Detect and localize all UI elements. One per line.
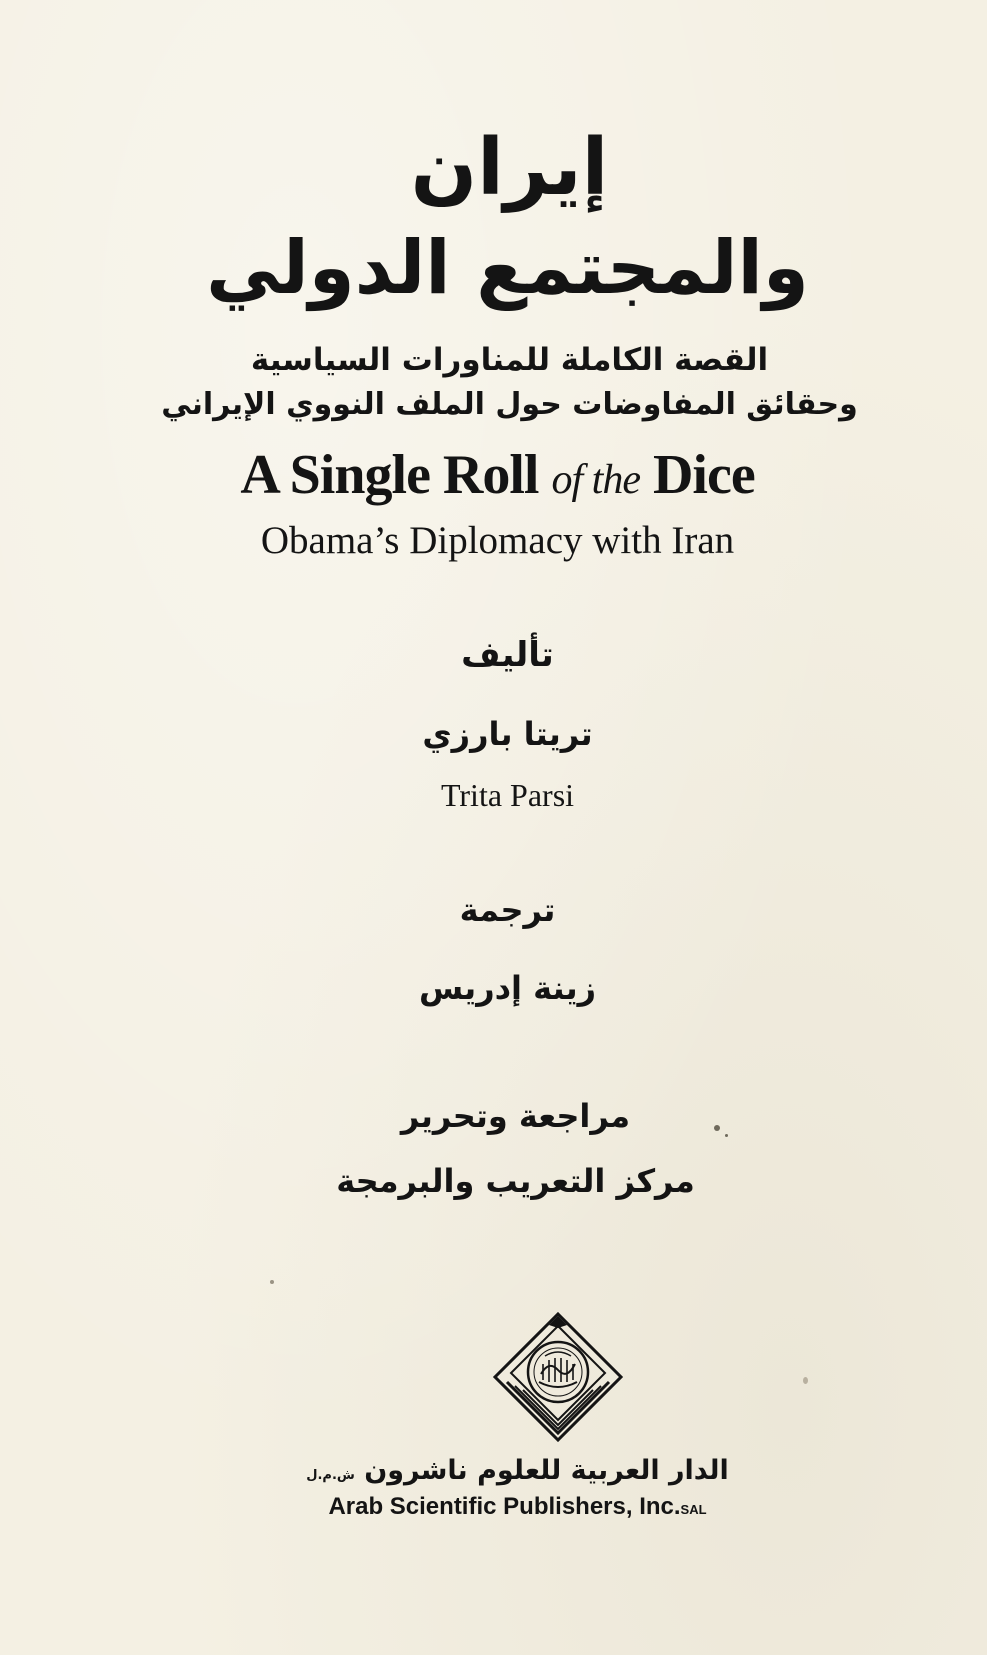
publisher-name-english [24, 1490, 987, 1527]
english-title-part-3: Dice [639, 444, 755, 506]
paper-speck [270, 1280, 274, 1284]
publisher-english-suffix: SAL [680, 1502, 707, 1517]
english-subtitle: Obama’s Diplomacy with Iran [260, 519, 735, 562]
arabic-subtitle-line-2: وحقائق المفاوضات حول الملف النووي الإيراني [161, 387, 858, 422]
publisher-english-name: Arab Scientific Publishers, Inc. [328, 1493, 681, 1520]
review-body: مركز التعريب والبرمجة [336, 1162, 695, 1200]
author-label: تأليف [461, 635, 554, 675]
english-title-part-2: of the [551, 457, 640, 503]
arabic-title-line-1: إيران [410, 123, 609, 213]
review-label: مراجعة وتحرير [400, 1097, 631, 1135]
translator-name: زينة إدريس [418, 969, 597, 1007]
paper-speck [803, 1377, 808, 1384]
publisher-arabic-suffix: ش.م.ل [306, 1468, 355, 1483]
publisher-arabic-name: الدار العربية للعلوم ناشرون [364, 1455, 729, 1486]
english-title [4, 440, 987, 515]
paper-speck [725, 1134, 728, 1137]
arabic-subtitle-line-1: القصة الكاملة للمناورات السياسية [250, 342, 769, 378]
english-title-part-1: A Single Roll [240, 444, 552, 506]
author-name-arabic: تريتا بارزي [422, 715, 593, 753]
paper-speck [714, 1125, 720, 1131]
arabic-title-line-2: والمجتمع الدولي [206, 225, 809, 311]
publisher-name-arabic [24, 1452, 987, 1495]
publisher-logo-icon [493, 1312, 623, 1442]
author-name-english: Trita Parsi [440, 777, 575, 813]
translation-label: ترجمة [459, 891, 556, 929]
